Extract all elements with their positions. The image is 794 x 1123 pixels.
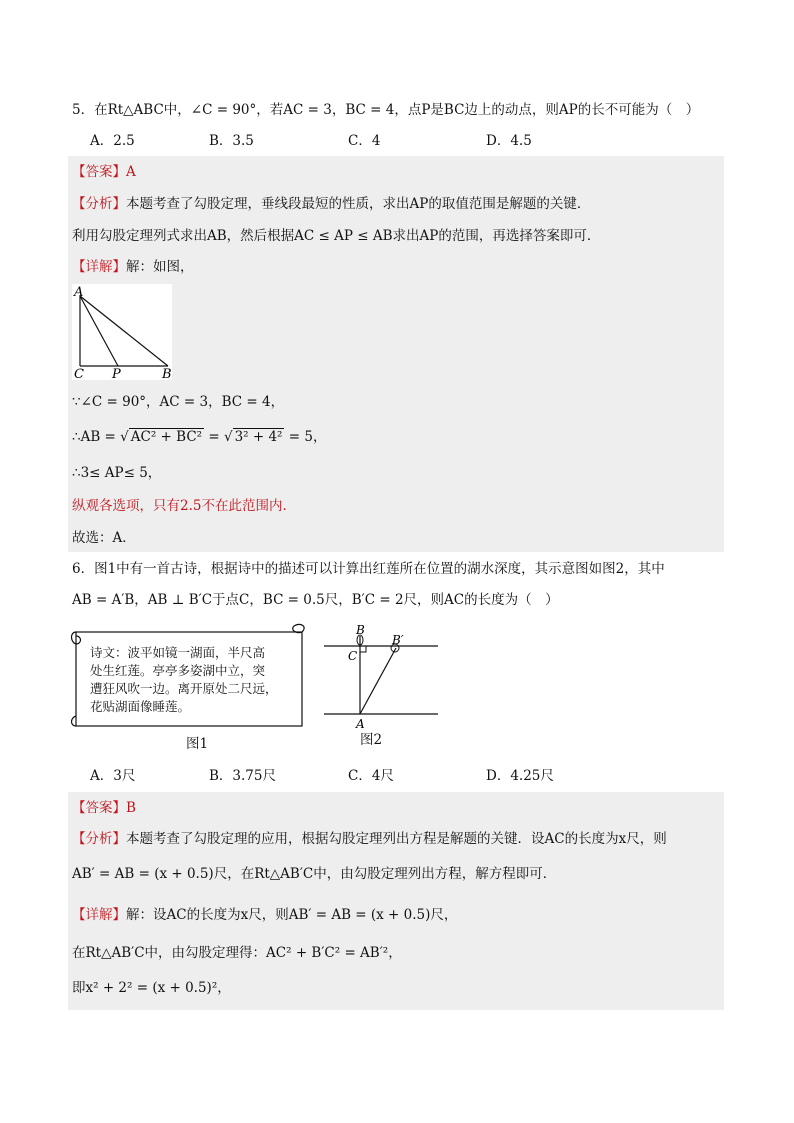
conclusion-pre: 纵观各选项，只有 [72, 498, 180, 514]
q6-poem-scroll [70, 622, 308, 730]
q5-answer [72, 162, 136, 182]
label-p: P [112, 367, 121, 380]
q5-stem: 5．在Rt△ABC中，∠C = 90°，若AC = 3，BC = 4，点P是BC边上的动点，则AP的长不可能为（ ） [72, 102, 700, 118]
q6-analysis [72, 829, 667, 849]
analysis-text: 本题考查了勾股定理，垂线段最短的性质，求出AP的取值范围是解题的关键． [126, 196, 591, 212]
q6-solution-panel [68, 792, 724, 1010]
fig2-label-c: C [348, 649, 358, 663]
q5-ab-formula: ∴AB = √ AC² + BC² = √ 3² + 4² = 5， [72, 429, 327, 445]
fig2-label-b: B [356, 623, 365, 637]
q5-final: 故选：A． [72, 530, 136, 546]
q5-option-b: B．3.5 [209, 133, 254, 149]
fig2-caption: 图2 [360, 732, 383, 748]
q5-detail [72, 257, 194, 277]
conclusion-num: 2.5 [180, 498, 202, 514]
q6-stem-line1: 6．图1中有一首古诗，根据诗中的描述可以计算出红莲所在位置的湖水深度，其示意图如图2，其中 [72, 561, 665, 577]
q6-stem-line2: AB = A′B，AB ⊥ B′C于点C，BC = 0.5尺，B′C = 2尺，则AC的长度为（ ） [72, 592, 559, 608]
ab-sqrt-2: 3² + 4² [234, 429, 283, 445]
poem-line-4: 花贴湖面像睡莲。 [90, 699, 191, 714]
q6-lotus-diagram [320, 622, 442, 732]
poem-line-2: 处生红莲。亭亭多姿湖中立，突 [90, 663, 266, 678]
q6-analysis-line2: AB′ = AB = (x + 0.5)尺，在Rt△AB′C中，由勾股定理列出方程，解方程即可． [72, 866, 557, 882]
answer-tag: 【答案】 [72, 800, 126, 816]
q6-detail-line3: 即x² + 2² = (x + 0.5)²， [72, 980, 231, 996]
detail-text: 解：如图， [126, 259, 194, 275]
q6-option-a: A．3尺 [90, 768, 136, 784]
label-c: C [74, 367, 84, 380]
analysis-tag: 【分析】 [72, 196, 126, 212]
ab-mid: = [204, 429, 224, 445]
fig2-label-bp: B′ [392, 633, 404, 647]
q6-option-b: B．3.75尺 [209, 768, 276, 784]
detail-tag: 【详解】 [72, 907, 126, 923]
q5-triangle-figure [72, 284, 172, 380]
q5-option-a: A．2.5 [90, 133, 135, 149]
analysis-tag: 【分析】 [72, 831, 126, 847]
ab-prefix: ∴AB = [72, 429, 121, 445]
q5-solution-panel [68, 156, 724, 552]
ab-suffix: = 5， [284, 429, 327, 445]
conclusion-post: 不在此范围内． [201, 498, 296, 514]
label-a: A [74, 285, 84, 300]
detail-tag: 【详解】 [72, 259, 126, 275]
answer-value: A [126, 164, 136, 180]
q5-range-line: ∴3≤ AP≤ 5， [72, 465, 162, 481]
label-b: B [162, 367, 172, 380]
answer-value: B [126, 800, 136, 816]
fig2-label-a: A [356, 717, 365, 731]
q6-option-d: D．4.25尺 [486, 768, 554, 784]
q6-option-c: C．4尺 [348, 768, 394, 784]
poem-line-3: 遭狂风吹一边。离开原处二尺远， [90, 681, 278, 696]
q5-analysis [72, 194, 590, 214]
q6-detail-line2: 在Rt△AB′C中，由勾股定理得：AC² + B′C² = AB′²， [72, 945, 402, 961]
q6-answer [72, 798, 136, 818]
q5-option-c: C．4 [348, 133, 381, 149]
detail-text: 解：设AC的长度为x尺，则AB′ = AB = (x + 0.5)尺， [126, 907, 458, 923]
fig1-caption: 图1 [186, 736, 209, 752]
q5-analysis-line2: 利用勾股定理列式求出AB，然后根据AC ≤ AP ≤ AB求出AP的范围，再选择答案即可． [72, 228, 601, 244]
q6-detail [72, 905, 457, 925]
ab-sqrt-1: AC² + BC² [130, 429, 203, 445]
analysis-text: 本题考查了勾股定理的应用，根据勾股定理列出方程是解题的关键．设AC的长度为x尺，则 [126, 831, 667, 847]
answer-tag: 【答案】 [72, 164, 126, 180]
q5-conclusion [72, 496, 296, 516]
q5-option-d: D．4.5 [486, 133, 532, 149]
q5-because-line: ∵∠C = 90°，AC = 3，BC = 4， [72, 394, 285, 410]
poem-line-1: 诗文：波平如镜一湖面，半尺高 [90, 645, 266, 660]
